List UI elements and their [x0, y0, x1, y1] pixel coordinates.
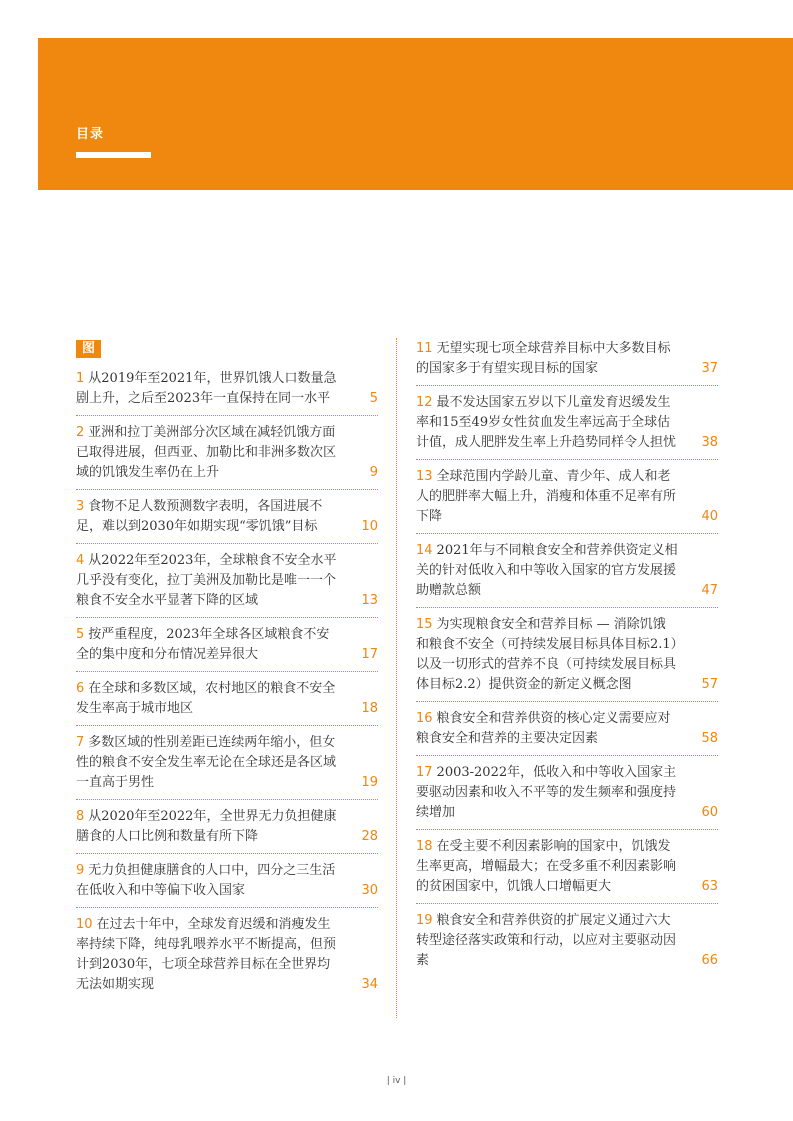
- toc-entry[interactable]: [76, 362, 378, 416]
- figure-number: 2: [76, 425, 85, 440]
- toc-left-column: [76, 362, 378, 1001]
- figure-title: 从2020年至2022年，全世界无力负担健康膳食的人口比例和数量有所下降: [76, 809, 337, 844]
- figure-title: 全球范围内学龄儿童、青少年、成人和老人的肥胖率大幅上升，消瘦和体重不足率有所下降: [416, 469, 677, 524]
- toc-right-column: [416, 332, 718, 977]
- figure-title: 亚洲和拉丁美洲部分次区域在减轻饥饿方面已取得进展，但西亚、加勒比和非洲多数次区域的饥饿发生率仍在上升: [76, 425, 337, 480]
- figure-title: 按严重程度，2023年全球各区域粮食不安全的集中度和分布情况差异很大: [76, 627, 330, 662]
- figure-number: 9: [76, 863, 85, 878]
- page-ref: 63: [701, 879, 718, 894]
- page-ref: 28: [361, 829, 378, 844]
- figure-number: 14: [416, 543, 433, 558]
- toc-entry[interactable]: [416, 460, 718, 534]
- page-ref: 18: [361, 701, 378, 716]
- figure-number: 1: [76, 371, 85, 386]
- page-ref: 37: [701, 361, 718, 376]
- figure-title: 2003-2022年，低收入和中等收入国家主要驱动因素和收入不平等的发生频率和强度持续增加: [416, 765, 677, 820]
- page-title: 目录: [76, 127, 105, 142]
- figure-number: 13: [416, 469, 433, 484]
- figure-number: 19: [416, 913, 433, 928]
- figure-number: 12: [416, 395, 433, 410]
- header-banner: [38, 38, 793, 190]
- figure-title: 2021年与不同粮食安全和营养供资定义相关的针对低收入和中等收入国家的官方发展援助赠款总额: [416, 543, 678, 598]
- toc-entry[interactable]: [416, 332, 718, 386]
- figure-number: 6: [76, 681, 85, 696]
- figure-number: 3: [76, 499, 85, 514]
- page-ref: 47: [701, 583, 718, 598]
- figure-number: 8: [76, 809, 85, 824]
- page-ref: 38: [701, 435, 718, 450]
- toc-entry[interactable]: [416, 534, 718, 608]
- toc-entry[interactable]: [76, 672, 378, 726]
- page-ref: 9: [369, 465, 378, 480]
- page-ref: 30: [361, 883, 378, 898]
- page-ref: 34: [361, 977, 378, 992]
- figure-number: 11: [416, 341, 433, 356]
- figure-title: 粮食安全和营养供资的核心定义需要应对粮食安全和营养的主要决定因素: [416, 711, 671, 746]
- page-ref: 66: [701, 953, 718, 968]
- page-ref: 57: [701, 677, 718, 692]
- toc-entry[interactable]: [416, 386, 718, 460]
- page-ref: 60: [701, 805, 718, 820]
- figure-title: 无望实现七项全球营养目标中大多数目标的国家多于有望实现目标的国家: [416, 341, 671, 376]
- toc-entry[interactable]: [76, 490, 378, 544]
- toc-entry[interactable]: [76, 908, 378, 1001]
- toc-entry[interactable]: [416, 904, 718, 977]
- figure-title: 为实现粮食安全和营养目标 — 消除饥饿和粮食不安全（可持续发展目标具体目标2.1）以及一切形式的营养不良（可持续发展目标具体目标2.2）提供资金的新定义概念图: [416, 617, 678, 692]
- figure-number: 16: [416, 711, 433, 726]
- figure-title: 在受主要不利因素影响的国家中，饥饿发生率更高，增幅最大；在受多重不利因素影响的贫困国家中，饥饿人口增幅更大: [416, 839, 677, 894]
- page-ref: 19: [361, 775, 378, 790]
- figure-number: 10: [76, 917, 93, 932]
- toc-entry[interactable]: [76, 544, 378, 618]
- page-ref: 17: [361, 647, 378, 662]
- figure-title: 在过去十年中，全球发育迟缓和消瘦发生率持续下降，纯母乳喂养水平不断提高，但预计到2030年，七项全球营养目标在全世界均无法如期实现: [76, 917, 337, 992]
- toc-entry[interactable]: [416, 702, 718, 756]
- figure-title: 无力负担健康膳食的人口中，四分之三生活在低收入和中等偏下收入国家: [76, 863, 336, 898]
- page-ref: 13: [361, 593, 378, 608]
- figure-number: 15: [416, 617, 433, 632]
- figure-title: 在全球和多数区域，农村地区的粮食不安全发生率高于城市地区: [76, 681, 336, 716]
- toc-entry[interactable]: [76, 726, 378, 800]
- figure-title: 食物不足人数预测数字表明，各国进展不足，难以到2030年如期实现“零饥饿”目标: [76, 499, 323, 534]
- figure-title: 最不发达国家五岁以下儿童发育迟缓发生率和15至49岁女性贫血发生率远高于全球估计值，成人肥胖发生率上升趋势同样令人担忧: [416, 395, 677, 450]
- section-label: 图: [76, 340, 101, 358]
- figure-title: 从2019年至2021年，世界饥饿人口数量急剧上升，之后至2023年一直保持在同一水平: [76, 371, 337, 406]
- column-divider: [396, 338, 397, 1018]
- figure-number: 5: [76, 627, 85, 642]
- page-number: | iv |: [386, 1076, 407, 1086]
- toc-entry[interactable]: [76, 618, 378, 672]
- figure-number: 4: [76, 553, 85, 568]
- figure-title: 从2022年至2023年，全球粮食不安全水平几乎没有变化，拉丁美洲及加勒比是唯一一个粮食不安全水平显著下降的区域: [76, 553, 337, 608]
- toc-entry[interactable]: [76, 854, 378, 908]
- toc-entry[interactable]: [416, 756, 718, 830]
- toc-entry[interactable]: [76, 800, 378, 854]
- page-ref: 5: [369, 391, 378, 406]
- page-ref: 58: [701, 731, 718, 746]
- figure-number: 7: [76, 735, 85, 750]
- figure-title: 多数区域的性别差距已连续两年缩小，但女性的粮食不安全发生率无论在全球还是各区域一直高于男性: [76, 735, 337, 790]
- toc-entry[interactable]: [76, 416, 378, 490]
- figure-title: 粮食安全和营养供资的扩展定义通过六大转型途径落实政策和行动，以应对主要驱动因素: [416, 913, 677, 968]
- page-ref: 40: [701, 509, 718, 524]
- figure-number: 18: [416, 839, 433, 854]
- figure-number: 17: [416, 765, 433, 780]
- toc-entry[interactable]: [416, 608, 718, 702]
- toc-entry[interactable]: [416, 830, 718, 904]
- title-underline: [76, 152, 151, 158]
- page-ref: 10: [361, 519, 378, 534]
